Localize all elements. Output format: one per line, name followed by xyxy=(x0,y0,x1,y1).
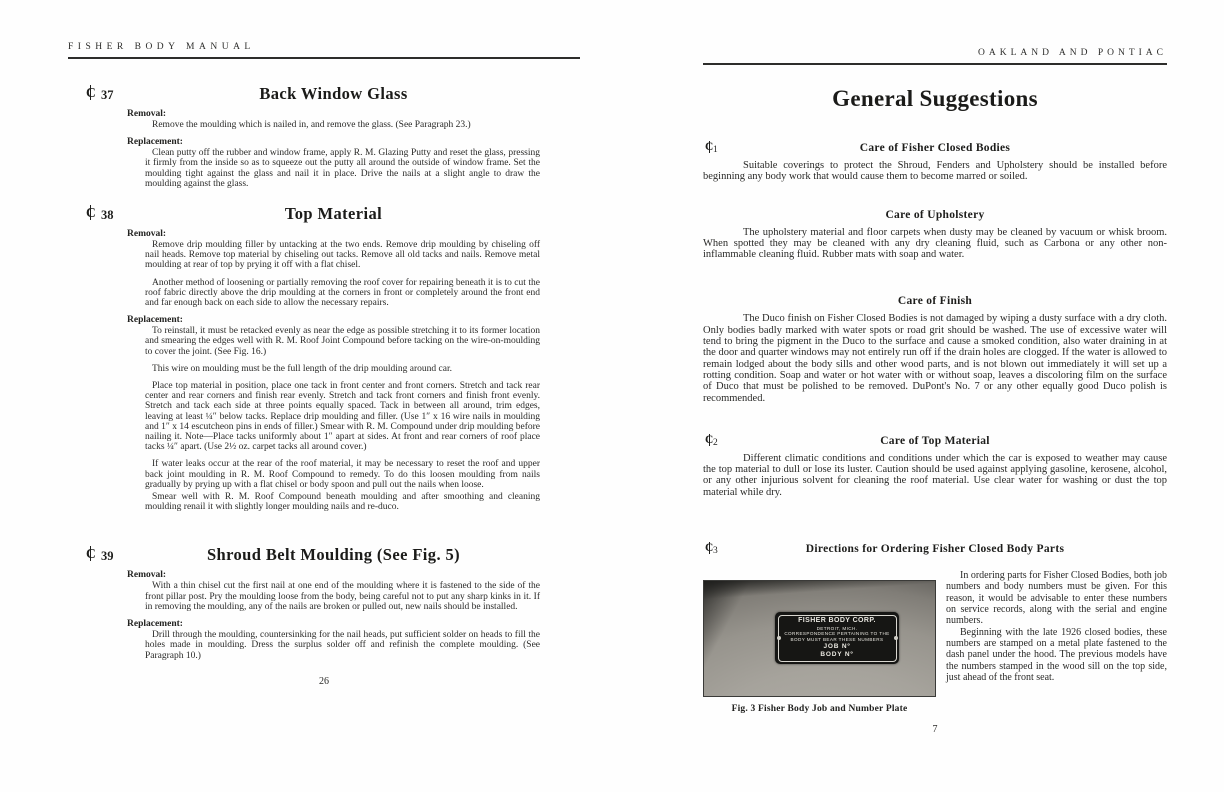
section-number: 38 xyxy=(101,208,114,223)
paragraph-mark-icon xyxy=(705,543,712,553)
paragraph: In ordering parts for Fisher Closed Bodies, both job numbers and body numbers must be given. For this reason, it would be advisable to enter these numbers on service records, along with the serial and engine numbers. xyxy=(946,570,1167,627)
paragraph: Suitable coverings to protect the Shroud, Fenders and Upholstery should be installed before beginning any body work that would cause them to become marred or soiled. xyxy=(703,160,1167,183)
rivet-icon xyxy=(777,636,781,640)
section-mark xyxy=(705,540,718,558)
section-heading: Care of Upholstery xyxy=(885,208,985,221)
subsection-label: Removal: xyxy=(127,109,167,119)
heading-row xyxy=(703,205,1167,223)
paragraph: Place top material in position, place one tack in front center and front corners. Stretch and tack rear center and rear corners and finish rear evenly. Stretch and tack front corners and finish front evenly. Stretch and tack each side at three points equally spaced. Tack in between all around, trim edges, leaving at least ¼″ below tacks. Replace drip moulding and filler. (Use 1″ x 16 wire nails in moulding and 1″ x 14 escutcheon pins in ends of filler.) Smear with R. M. Compound under drip moulding before nailing it. Note—Place tacks uniformly about 1″ apart at sides. At front and rear corners of roof place tacks ¼″ apart. (Use 2½ oz. carpet tacks all around cover.) xyxy=(145,381,540,453)
heading-row xyxy=(703,138,1167,156)
plate-line: FISHER BODY CORP. xyxy=(798,616,876,624)
plate-line: DETROIT, MICH. xyxy=(816,625,858,631)
subsection-label: Replacement: xyxy=(127,137,183,148)
paragraph-mark-icon xyxy=(86,87,95,99)
page-title: General Suggestions xyxy=(832,86,1038,111)
paragraph: Drill through the moulding, countersinking for the nail heads, put sufficient solder on heads to fill the holes made in moulding. Dress the surplus solder off and refinish the complete moulding. (See Paragraph 10.) xyxy=(145,630,540,661)
section-number: 37 xyxy=(101,88,114,102)
section-content xyxy=(127,229,540,512)
paragraph-mark-icon xyxy=(86,548,95,560)
paragraph: Remove the moulding which is nailed in, and remove the glass. (See Paragraph 23.) xyxy=(152,120,471,130)
section-heading: Care of Finish xyxy=(897,295,973,308)
section-shroud-belt-moulding xyxy=(68,545,580,660)
section-top-material xyxy=(68,204,580,512)
running-header-left: FISHER BODY MANUAL xyxy=(68,42,580,59)
section-heading: Directions for Ordering Fisher Closed Body Parts xyxy=(805,543,1065,556)
heading-row xyxy=(703,291,1167,309)
plate-line: JOB Nº xyxy=(823,642,851,650)
subsection-label: Replacement: xyxy=(127,619,183,630)
section-mark xyxy=(86,206,114,224)
page-number-left: 26 xyxy=(319,675,329,687)
plate-line: BODY MUST BEAR THESE NUMBERS xyxy=(790,637,884,643)
section-mark xyxy=(86,547,114,565)
paragraph-mark-icon xyxy=(705,142,712,152)
figure-and-text-row xyxy=(703,570,1167,714)
section-mark xyxy=(86,86,114,104)
paragraph: To reinstall, it must be retacked evenly as near the edge as possible stretching it to its former location and smearing the edges well with R. M. Roof Joint Compound before tacking on the wire-on-moulding to cover the joint. (See Fig. 16.) xyxy=(145,326,540,357)
paragraph: The Duco finish on Fisher Closed Bodies is not damaged by wiping a dusty surface with a dry cloth. Only bodies badly marked with water spots or road grit should be washed. The use of excessive water will tend to bring the pigment in the Duco to the surface and cause a smoked condition, also water draining in at the door and quarter windows may not entirely run off if the drain holes are clogged. If the water is allowed to remain lodged about the body sills and other wood parts, and is not blown out immediately it will set up a rotting condition. Soap and water or hot water with or without soap, leaves a discoloring film on the surface of Duco that must be polished to be removed. DuPont's No. 7 or any other equally good Duco polish is recommended. xyxy=(703,313,1167,404)
section-content xyxy=(127,109,540,189)
section-number: 39 xyxy=(101,549,114,564)
paragraph: Clean putty off the rubber and window frame, apply R. M. Glazing Putty and reset the glass, pressing it firmly from the inside so as to squeeze out the putty all around the outside of window frame. Set the moulding tight against the glass and nail it in place. Drive the nails at a slight angle to draw the moulding against the glass. xyxy=(145,148,540,189)
paragraph: Different climatic conditions and conditions under which the car is exposed to weather may cause the top material to dull or lose its luster. Caution should be used against applying gasoline, kerosene, alcohol, or any other injurious solvent for cleaning the roof material. Use clear water for washing or dust the top material while dry. xyxy=(703,452,1167,498)
paragraph: Smear well with R. M. Roof Compound beneath moulding and after smoothing and cleaning moulding renail it with slightly longer moulding nails and re-duco. xyxy=(145,492,540,513)
number-plate xyxy=(775,612,899,664)
section-title: Top Material xyxy=(284,204,383,224)
section-heading: Care of Top Material xyxy=(880,434,990,447)
section-number: 1 xyxy=(713,145,718,155)
section-mark xyxy=(705,432,718,450)
subsection-label: Removal: xyxy=(127,229,167,240)
paragraph: Another method of loosening or partially removing the roof cover for repairing beneath it is to cut the roof fabric directly above the drip moulding at the corners in front or completely around the front end and far enough back on each side to allow the necessary repairs. xyxy=(145,277,540,309)
section-mark xyxy=(705,139,718,157)
heading-row xyxy=(703,431,1167,449)
section-content xyxy=(127,570,540,660)
paragraph: The upholstery material and floor carpets when dusty may be cleaned by vacuum or whisk broom. When spotted they may be cleaned with any dry cleaning fluid, such as Carbona or any other non-inflammable cleaning fluid. Rubber mats with soap and water. xyxy=(703,226,1167,261)
section-heading: Care of Fisher Closed Bodies xyxy=(859,142,1011,154)
figure-caption: Fig. 3 Fisher Body Job and Number Plate xyxy=(731,704,908,715)
section-back-window-glass xyxy=(68,84,580,189)
page-number-right: 7 xyxy=(932,724,938,736)
paragraph-mark-icon xyxy=(705,435,712,445)
figure-photo xyxy=(703,580,936,697)
page-right xyxy=(703,48,1167,735)
paragraph: If water leaks occur at the rear of the roof material, it may be necessary to reset the roof and upper back joint moulding in R. M. Roof Compound to remedy. To do this loosen moulding from nails gradually by prying up with a flat chisel or body spoon and pull out the nails when loose. xyxy=(145,459,540,490)
subsection-label: Replacement: xyxy=(127,315,183,326)
subsection-label: Removal: xyxy=(127,570,167,581)
paragraph: Beginning with the late 1926 closed bodies, these numbers are stamped on a metal plate fastened to the dash panel under the hood. The previous models have the numbers stamped in the wood sill on the top side, just ahead of the front seat. xyxy=(946,626,1167,684)
rivet-icon xyxy=(894,636,898,640)
section-title-row xyxy=(101,545,540,565)
section-number: 2 xyxy=(713,437,718,448)
page-left xyxy=(68,42,580,687)
section-title-row xyxy=(101,84,540,104)
paragraph-mark-icon xyxy=(86,207,95,219)
heading-row xyxy=(703,539,1167,557)
section-number: 3 xyxy=(713,546,718,557)
figure-3 xyxy=(703,580,936,714)
paragraph: With a thin chisel cut the first nail at one end of the moulding where it is fastened to the side of the front pillar post. Pry the moulding loose from the body, being careful not to put any sharp kinks in it. If in removing the moulding, any of the nails are broken or pulled out, new nails should be installed. xyxy=(145,581,540,612)
section-title-row xyxy=(101,204,540,224)
running-header-right: OAKLAND AND PONTIAC xyxy=(703,48,1167,65)
plate-line: CORRESPONDENCE PERTAINING TO THE xyxy=(784,631,890,637)
ordering-text-column xyxy=(946,570,1167,714)
section-title: Back Window Glass xyxy=(259,84,408,103)
paragraph: Remove drip moulding filler by untacking at the two ends. Remove drip moulding by chiseling off nail heads. Remove top material by chiseling out tacks. Remove all old tacks and nails. Remove metal moulding at rear of top by prying it off with a flat chisel. xyxy=(145,240,540,271)
plate-line: BODY Nº xyxy=(820,651,854,659)
section-title: Shroud Belt Moulding (See Fig. 5) xyxy=(206,545,461,565)
paragraph: This wire on moulding must be the full length of the drip moulding around car. xyxy=(152,363,452,374)
